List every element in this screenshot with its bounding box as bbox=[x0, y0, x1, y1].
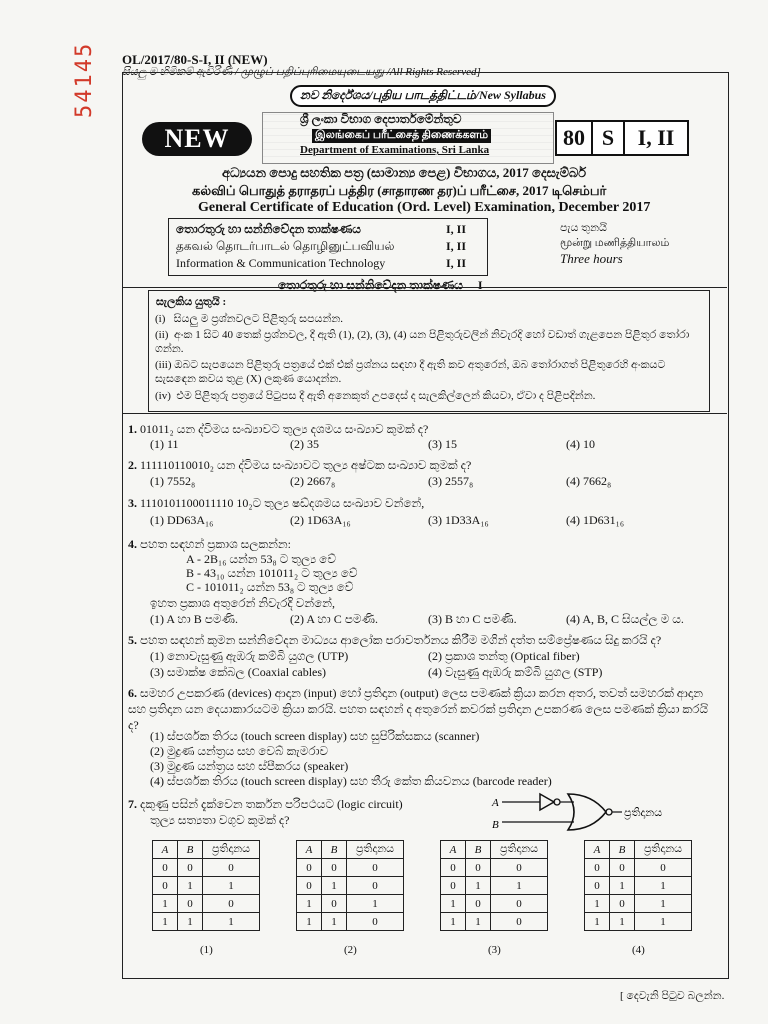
table-cell-output: 1 bbox=[635, 895, 692, 913]
table-header: A bbox=[585, 841, 610, 859]
table-row bbox=[585, 877, 692, 895]
instructions-divider bbox=[122, 413, 727, 414]
question-6: 6. සමහර උපකරණ (devices) ආදාන (input) හෝ ප්‍රතිදාන (output) ලෙස පමණක් ක්‍රියා කරන අතර, තවත් සමහරක් ආදාන සහ ප්‍රතිදාන යන දෙයාකාරයටම ක්‍රියා කරයි. පහත සඳහන් ද අතුරෙන් කවරක් ප්‍රතිදාන උපකරණ ලෙස පමණක් ක්‍රියා කරයි ද? bbox=[128, 686, 709, 732]
table-header: ප්‍රතිදානය bbox=[491, 841, 548, 859]
truth-table-4 bbox=[584, 840, 692, 931]
q4-statement-c: C - 101011₂ යන්න 53₈ ට තුල්‍ය වේ bbox=[186, 580, 354, 594]
paper-code: OL/2017/80-S-I, II (NEW) bbox=[122, 52, 268, 67]
question-3: 3. 1110101100011110 10₂ට තුල්‍ය ෂඩ්දශමය සංඛ්‍යාව වන්නේ, bbox=[128, 496, 425, 510]
q6-option-3: (3) මුද්‍රණ යන්ත්‍රය සහ ස්පීකරය (speaker) bbox=[150, 759, 349, 773]
instruction-2: (ii) අංක 1 සිට 40 තෙක් ප්‍රශ්නවල, දී ඇති (1), (2), (3), (4) යන පිළිතුරුවලින් නිවැරදි හෝ වඩාත් ගැළපෙන පිළිතුර තෝරා ගන්න. bbox=[155, 329, 693, 355]
table-row bbox=[297, 859, 404, 877]
exam-line-sinhala: අධ්‍යයන පොදු සහතික පත්‍ර (සාමාන්‍ය පෙළ) විභාගය, 2017 දෙසැම්බර් bbox=[222, 165, 587, 180]
q4-option-3: (3) B හා C පමණි. bbox=[428, 612, 517, 626]
table-option-label: (3) bbox=[488, 944, 501, 956]
table-cell-input: 1 bbox=[153, 913, 178, 931]
q1-option-1: (1) 11 bbox=[150, 437, 179, 451]
table-row bbox=[297, 913, 404, 931]
q4-statement-b: B - 43₁₀ යන්න 101011₂ ට තුල්‍ය වේ bbox=[186, 566, 358, 580]
table-cell-input: 0 bbox=[178, 895, 203, 913]
table-cell-input: 1 bbox=[466, 877, 491, 895]
logic-circuit bbox=[488, 790, 708, 836]
table-cell-input: 0 bbox=[322, 895, 347, 913]
table-cell-input: 0 bbox=[610, 895, 635, 913]
question-7: 7. දකුණු පසින් දැක්වෙන තර්කන පරිපථයට (logic circuit) bbox=[128, 797, 403, 811]
table-option-label: (2) bbox=[344, 944, 357, 956]
table-cell-input: 0 bbox=[297, 877, 322, 895]
table-row bbox=[441, 913, 548, 931]
q1-option-4: (4) 10 bbox=[566, 437, 595, 451]
q2-option-1: (1) 7552₈ bbox=[150, 474, 196, 488]
table-cell-input: 0 bbox=[585, 859, 610, 877]
new-badge: NEW bbox=[142, 122, 252, 156]
table-cell-output: 0 bbox=[203, 859, 260, 877]
table-cell-output: 0 bbox=[347, 877, 404, 895]
circuit-input-b: B bbox=[492, 819, 499, 831]
time-english: Three hours bbox=[560, 251, 623, 266]
table-row bbox=[297, 895, 404, 913]
instruction-3: (iii) ඔබට සැපයෙන පිළිතුරු පත්‍රයේ එක් එක් ප්‍රශ්නය සඳහා දී ඇති කව අතුරෙන්, ඔබ තෝරාගත් පිළිතුරෙහි අංකයට සැසඳෙන කවය තුළ (X) ලකුණ යොදන්න. bbox=[155, 359, 669, 385]
question-1: 1. 01011₂ යන ද්විමය සංඛ්‍යාවට තුල්‍ය දශමය සංඛ්‍යාව කුමක් ද? bbox=[128, 422, 429, 436]
table-header: B bbox=[178, 841, 203, 859]
table-cell-input: 0 bbox=[466, 895, 491, 913]
table-cell-input: 0 bbox=[297, 859, 322, 877]
table-cell-input: 0 bbox=[441, 877, 466, 895]
q2-option-2: (2) 2667₈ bbox=[290, 474, 336, 488]
subject-parts-3: I, II bbox=[446, 256, 467, 270]
table-cell-input: 0 bbox=[322, 859, 347, 877]
subject-tamil: தகவல் தொடர்பாடல் தொழினுட்பவியல் bbox=[176, 239, 395, 253]
table-cell-input: 1 bbox=[585, 913, 610, 931]
instruction-1: (i) සියලු ම ප්‍රශ්නවලට පිළිතුරු සපයන්න. bbox=[155, 313, 344, 325]
table-cell-output: 0 bbox=[203, 895, 260, 913]
q4-prompt: ඉහත ප්‍රකාශ අතුරෙන් නිවැරදි වන්නේ, bbox=[150, 596, 335, 610]
table-cell-input: 0 bbox=[153, 877, 178, 895]
table-row bbox=[153, 895, 260, 913]
table-cell-input: 1 bbox=[178, 877, 203, 895]
table-header: ප්‍රතිදානය bbox=[203, 841, 260, 859]
table-cell-output: 1 bbox=[203, 913, 260, 931]
table-cell-input: 1 bbox=[610, 877, 635, 895]
table-cell-input: 1 bbox=[322, 877, 347, 895]
table-cell-output: 0 bbox=[491, 895, 548, 913]
table-cell-input: 1 bbox=[466, 913, 491, 931]
table-cell-input: 1 bbox=[178, 913, 203, 931]
table-row bbox=[441, 859, 548, 877]
q4-statement-a: A - 2B₁₆ යන්න 53₈ ට තුල්‍ය වේ bbox=[186, 552, 336, 566]
table-header: B bbox=[610, 841, 635, 859]
paper-stream: S bbox=[591, 120, 625, 156]
table-cell-input: 1 bbox=[322, 913, 347, 931]
exam-line-tamil: கல்விப் பொதுத் தராதரப் பத்திர (சாதாரண தர)ப் பரீட்சை, 2017 டிசெம்பர் bbox=[192, 183, 607, 198]
subject-sinhala: තොරතුරු හා සන්නිවේදන තාක්ෂණය bbox=[176, 222, 361, 236]
table-header: B bbox=[466, 841, 491, 859]
not-gate-icon bbox=[540, 794, 554, 810]
table-cell-input: 0 bbox=[466, 859, 491, 877]
q3-option-3: (3) 1D33A₁₆ bbox=[428, 513, 489, 527]
q5-option-1: (1) නොවැසුණු ඇඹරු කම්බි යුගල (UTP) bbox=[150, 649, 349, 663]
table-header: ප්‍රතිදානය bbox=[347, 841, 404, 859]
table-cell-input: 0 bbox=[178, 859, 203, 877]
q1-option-3: (3) 15 bbox=[428, 437, 457, 451]
q5-option-2: (2) ප්‍රකාශ තන්තු (Optical fiber) bbox=[428, 649, 580, 663]
circuit-input-a: A bbox=[492, 797, 499, 809]
subject-parts-2: I, II bbox=[446, 239, 467, 253]
table-cell-output: 0 bbox=[635, 859, 692, 877]
table-header: ප්‍රතිදානය bbox=[635, 841, 692, 859]
table-cell-input: 0 bbox=[585, 877, 610, 895]
truth-table-1 bbox=[152, 840, 260, 931]
q3-option-2: (2) 1D63A₁₆ bbox=[290, 513, 351, 527]
turn-page-note: [ දෙවැනි පිටුව බලන්න. bbox=[620, 990, 725, 1002]
table-row bbox=[441, 877, 548, 895]
table-row bbox=[153, 913, 260, 931]
truth-table-3 bbox=[440, 840, 548, 931]
table-cell-output: 0 bbox=[347, 859, 404, 877]
instruction-4: (iv) එම පිළිතුරු පත්‍රයේ පිටුපස දී ඇති අනෙකුත් උපදෙස් ද සැලකිල්ලෙන් කියවා, ඒවා ද පිළිපදින්න. bbox=[155, 390, 596, 402]
table-header: A bbox=[297, 841, 322, 859]
table-row bbox=[297, 877, 404, 895]
table-cell-input: 1 bbox=[153, 895, 178, 913]
title-divider bbox=[122, 287, 727, 288]
nor-gate-icon bbox=[568, 794, 606, 830]
table-cell-input: 1 bbox=[585, 895, 610, 913]
table-row bbox=[441, 895, 548, 913]
q5-option-4: (4) වැසුණු ඇඹරු කම්බි යුගල (STP) bbox=[428, 665, 603, 679]
q5-option-3: (3) සමාක්ෂ කේබල (Coaxial cables) bbox=[150, 665, 327, 679]
paper-title: තොරතුරු හා සන්නිවේදන තාක්ෂණය I bbox=[278, 278, 483, 292]
table-cell-output: 1 bbox=[635, 913, 692, 931]
q1-option-2: (2) 35 bbox=[290, 437, 319, 451]
table-cell-output: 0 bbox=[491, 859, 548, 877]
table-header: B bbox=[322, 841, 347, 859]
table-row bbox=[153, 877, 260, 895]
dept-english: Department of Examinations, Sri Lanka bbox=[300, 144, 490, 156]
table-cell-output: 0 bbox=[347, 913, 404, 931]
q7-prompt: තුල්‍ය සත්‍යතා වගුව කුමක් ද? bbox=[150, 813, 290, 827]
exam-line-english: General Certificate of Education (Ord. Level) Examination, December 2017 bbox=[198, 200, 651, 215]
q2-option-4: (4) 7662₈ bbox=[566, 474, 612, 488]
q6-option-1: (1) ස්පර්ශක තිරය (touch screen display) සහ සුපිරික්සකය (scanner) bbox=[150, 729, 480, 743]
table-cell-output: 0 bbox=[491, 913, 548, 931]
table-row bbox=[585, 895, 692, 913]
table-cell-input: 1 bbox=[297, 895, 322, 913]
rights-line: සියලු ම හිමිකම් ඇවිරිණි / முழுப் பதிப்புரிமையுடையது /All Rights Reserved] bbox=[122, 66, 481, 78]
serial-stamp: 54145 bbox=[72, 41, 97, 118]
question-5: 5. පහත සඳහන් කුමන සන්නිවේදන මාධ්‍යය ආලෝක පරාවර්තනය කිරීම මගින් දත්ත සම්ප්‍රේෂණය සිදු කරයි ද? bbox=[128, 633, 662, 647]
question-2: 2. 111110110010₂ යන ද්විමය සංඛ්‍යාවට තුල්‍ය අෂ්ටක සංඛ්‍යාව කුමක් ද? bbox=[128, 458, 472, 472]
table-cell-output: 1 bbox=[347, 895, 404, 913]
time-tamil: மூன்று மணித்தியாலம் bbox=[560, 237, 670, 249]
subject-english: Information & Communication Technology bbox=[176, 256, 386, 270]
table-row bbox=[153, 859, 260, 877]
q4-option-1: (1) A හා B පමණි. bbox=[150, 612, 238, 626]
q4-option-4: (4) A, B, C සියල්ල ම ය. bbox=[566, 612, 684, 626]
circuit-output: ප්‍රතිදානය bbox=[624, 807, 663, 819]
time-sinhala: පැය තුනයි bbox=[560, 222, 607, 234]
subject-parts-1: I, II bbox=[446, 222, 467, 236]
table-cell-output: 1 bbox=[203, 877, 260, 895]
table-cell-input: 0 bbox=[610, 859, 635, 877]
paper-parts: I, II bbox=[623, 120, 689, 156]
table-cell-input: 1 bbox=[441, 913, 466, 931]
table-cell-output: 1 bbox=[491, 877, 548, 895]
q3-option-4: (4) 1D631₁₆ bbox=[566, 513, 625, 527]
table-row bbox=[585, 859, 692, 877]
paper-number: 80 bbox=[555, 120, 593, 156]
table-header: A bbox=[441, 841, 466, 859]
q2-option-3: (3) 2557₈ bbox=[428, 474, 474, 488]
q6-option-4: (4) ස්පර්ශක තිරය (touch screen display) සහ තීරු කේත කියවනය (barcode reader) bbox=[150, 774, 552, 788]
table-header: A bbox=[153, 841, 178, 859]
q3-option-1: (1) DD63A₁₆ bbox=[150, 513, 214, 527]
table-option-label: (1) bbox=[200, 944, 213, 956]
instructions-title: සැලකිය යුතුයි : bbox=[156, 296, 227, 308]
table-cell-output: 1 bbox=[635, 877, 692, 895]
q4-option-2: (2) A හා C පමණි. bbox=[290, 612, 378, 626]
dept-tamil: இலங்கைப் பரீட்சைத் திணைக்களம் bbox=[312, 129, 491, 143]
syllabus-badge: නව නිර්දේශය/புதிய பாடத்திட்டம்/New Syllabus bbox=[290, 85, 556, 107]
table-cell-input: 0 bbox=[153, 859, 178, 877]
question-4: 4. පහත සඳහන් ප්‍රකාශ සලකන්න: bbox=[128, 537, 291, 551]
truth-table-2 bbox=[296, 840, 404, 931]
dept-sinhala: ශ්‍රී ලංකා විභාග දෙපාර්තමේන්තුව bbox=[300, 112, 462, 126]
q6-option-2: (2) මුද්‍රණ යන්ත්‍රය සහ වෙබ් කැමරාව bbox=[150, 744, 329, 758]
table-cell-input: 1 bbox=[297, 913, 322, 931]
table-row bbox=[585, 913, 692, 931]
table-cell-input: 1 bbox=[610, 913, 635, 931]
table-cell-input: 1 bbox=[441, 895, 466, 913]
table-option-label: (4) bbox=[632, 944, 645, 956]
table-cell-input: 0 bbox=[441, 859, 466, 877]
